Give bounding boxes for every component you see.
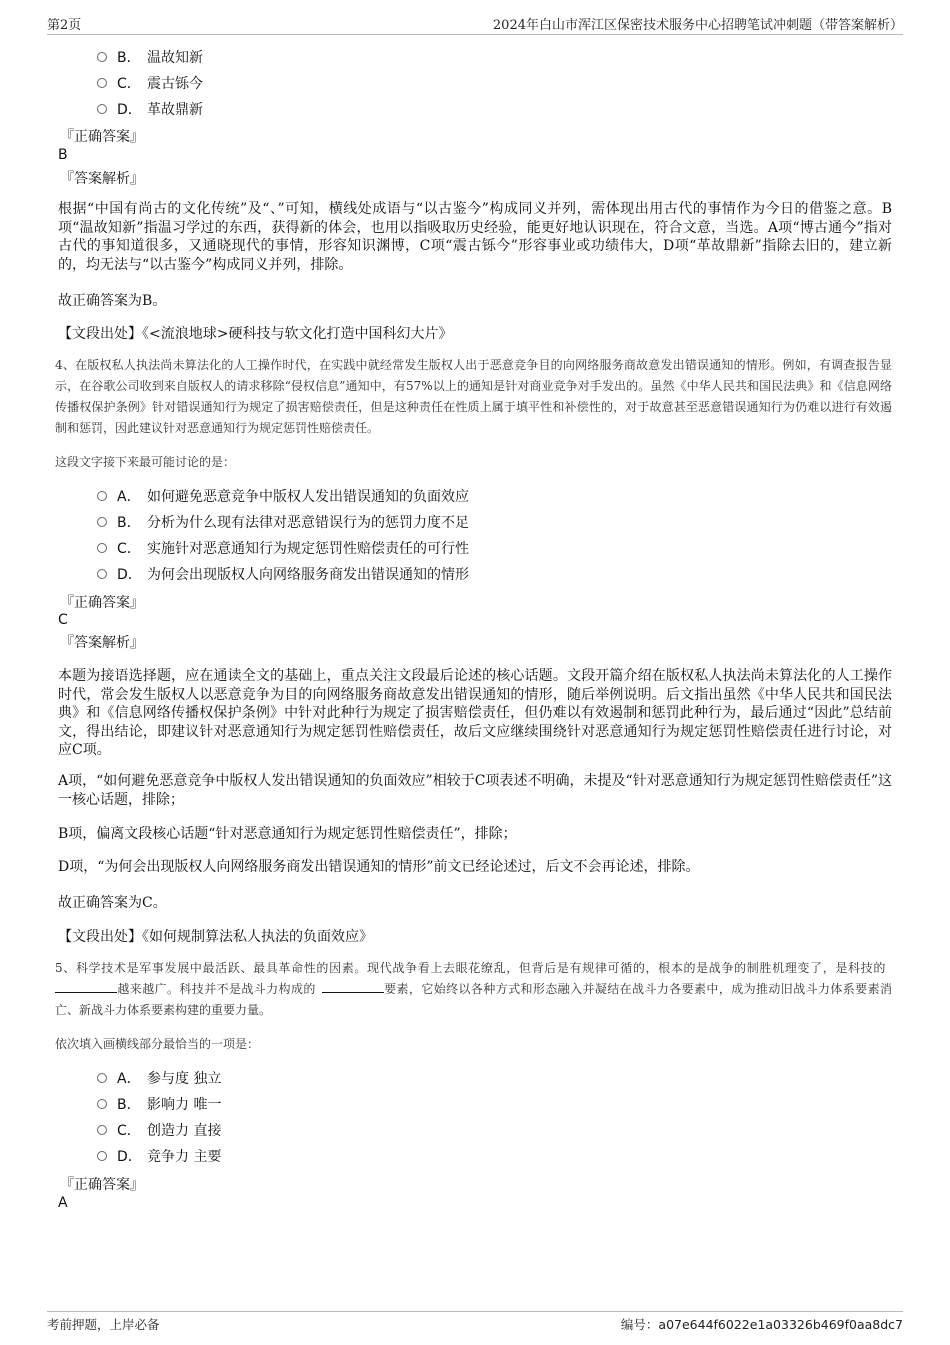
q3-analysis: 根据“中国有尚古的文化传统”及“、”可知，横线处成语与“以古鉴今”构成同义并列，需体现出用古代的事情作为今日的借鉴之意。B项“温故知新”指温习学过的东西，获得新的体会，也用以指吸取历史经验，能更好地认识现在，符合文意，当选。A项“博古通今”指对古代的事知道很多，又通晓现代的事情，形容知识渊博，C项“震古铄今”形容事业或功绩伟大，D项“革故鼎新”指除去旧的，建立新的，均无法与“以古鉴今”构成同义并列，排除。 <box>58 201 892 273</box>
q5-option-c[interactable]: C． 创造力 直接 <box>97 1120 221 1142</box>
radio-icon[interactable] <box>97 1073 107 1083</box>
q4-answer: C <box>58 612 68 628</box>
radio-icon[interactable] <box>97 78 107 88</box>
q4-option-d-note: D项，“为何会出现版权人向网络服务商发出错误通知的情形”前文已经论述过，后文不会再论述，排除。 <box>58 859 700 875</box>
footer-slogan: 考前押题，上岸必备 <box>47 1317 160 1332</box>
page-header <box>47 14 903 35</box>
q4-option-c[interactable]: C． 实施针对恶意通知行为规定惩罚性赔偿责任的可行性 <box>97 538 469 560</box>
fill-blank-2 <box>322 980 384 993</box>
q4-option-a[interactable]: A． 如何避免恶意竞争中版权人发出错误通知的负面效应 <box>97 486 469 508</box>
q5-option-a[interactable]: A． 参与度 独立 <box>97 1068 221 1090</box>
q3-option-d[interactable]: D． 革故鼎新 <box>97 99 203 121</box>
page-footer <box>47 1311 903 1334</box>
q3-conclusion: 故正确答案为B。 <box>58 293 167 309</box>
radio-icon[interactable] <box>97 543 107 553</box>
q3-answer: B <box>58 147 68 163</box>
q4-option-b[interactable]: B． 分析为什么现有法律对恶意错误行为的惩罚力度不足 <box>97 512 469 534</box>
q4-prompt: 这段文字接下来最可能讨论的是： <box>55 455 236 469</box>
q5-prompt: 依次填入画横线部分最恰当的一项是： <box>55 1037 260 1051</box>
radio-icon[interactable] <box>97 517 107 527</box>
radio-icon[interactable] <box>97 104 107 114</box>
q3-option-b[interactable]: B． 温故知新 <box>97 47 203 69</box>
radio-icon[interactable] <box>97 1151 107 1161</box>
page-number: 第2页 <box>47 18 82 33</box>
q4-source: 【文段出处】《如何规制算法私人执法的负面效应》 <box>58 929 373 945</box>
q5-option-b[interactable]: B． 影响力 唯一 <box>97 1094 221 1116</box>
document-title: 2024年白山市浑江区保密技术服务中心招聘笔试冲刺题（带答案解析） <box>492 18 903 33</box>
q4-analysis-label: 『答案解析』 <box>60 635 144 651</box>
q4-option-d[interactable]: D． 为何会出现版权人向网络服务商发出错误通知的情形 <box>97 564 469 586</box>
q3-option-c[interactable]: C． 震古铄今 <box>97 73 203 95</box>
q4-option-b-note: B项，偏离文段核心话题“针对恶意通知行为规定惩罚性赔偿责任”，排除； <box>58 826 517 842</box>
document-code: 编号：a07e644f6022e1a03326b469f0aa8dc7 <box>620 1317 903 1332</box>
fill-blank-1 <box>55 980 117 993</box>
radio-icon[interactable] <box>97 1099 107 1109</box>
radio-icon[interactable] <box>97 569 107 579</box>
q3-source: 【文段出处】《<流浪地球>硬科技与软文化打造中国科幻大片》 <box>58 326 453 342</box>
q3-answer-label: 『正确答案』 <box>60 129 144 145</box>
radio-icon[interactable] <box>97 52 107 62</box>
q5-question: 5、科学技术是军事发展中最活跃、最具革命性的因素。现代战争看上去眼花缭乱，但背后是有规律可循的，根本的是战争的制胜机理变了，是科技的 越来越广。科技并不是战斗力构成的 要素，它始终以各种方式和形态融入并凝结在战斗力各要素中，成为推动旧战斗力体系要素消亡、新战斗力体系要素构建的重要力量。 <box>55 961 892 1017</box>
q5-answer-label: 『正确答案』 <box>60 1177 144 1193</box>
q5-option-d[interactable]: D． 竞争力 主要 <box>97 1146 221 1168</box>
q4-conclusion: 故正确答案为C。 <box>58 895 167 911</box>
q4-analysis: 本题为接语选择题，应在通读全文的基础上，重点关注文段最后论述的核心话题。文段开篇介绍在版权私人执法尚未算法化的人工操作时代，常会发生版权人以恶意竞争为目的向网络服务商故意发出错误通知的情形，随后举例说明。后文指出虽然《中华人民共和国民法典》和《信息网络传播权保护条例》中针对此种行为规定了损害赔偿责任，但仍难以有效遏制和惩罚此种行为，最后通过“因此”总结前文，得出结论，即建议针对恶意通知行为规定惩罚性赔偿责任，故后文应继续围绕针对恶意通知行为规定惩罚性赔偿责任进行讨论，对应C项。 <box>58 668 892 758</box>
q5-answer: A <box>58 1195 68 1211</box>
q4-question: 4、在版权私人执法尚未算法化的人工操作时代，在实践中就经常发生版权人出于恶意竞争目的向网络服务商故意发出错误通知的情形。例如，有调查报告显示，在谷歌公司收到来自版权人的请求移除“侵权信息”通知中，有57%以上的通知是针对商业竞争对手发出的。虽然《中华人民共和国民法典》和《信息网络传播权保护条例》针对错误通知行为规定了损害赔偿责任，但是这种责任在性质上属于填平性和补偿性的，对于故意甚至恶意错误通知行为仍难以进行有效遏制和惩罚，因此建议针对恶意通知行为规定惩罚性赔偿责任。 <box>55 358 892 435</box>
radio-icon[interactable] <box>97 1125 107 1135</box>
q4-option-a-note: A项，“如何避免恶意竞争中版权人发出错误通知的负面效应”相较于C项表述不明确，未提及“针对恶意通知行为规定惩罚性赔偿责任”这一核心话题，排除； <box>58 773 892 808</box>
radio-icon[interactable] <box>97 491 107 501</box>
q3-analysis-label: 『答案解析』 <box>60 171 144 187</box>
q4-answer-label: 『正确答案』 <box>60 595 144 611</box>
